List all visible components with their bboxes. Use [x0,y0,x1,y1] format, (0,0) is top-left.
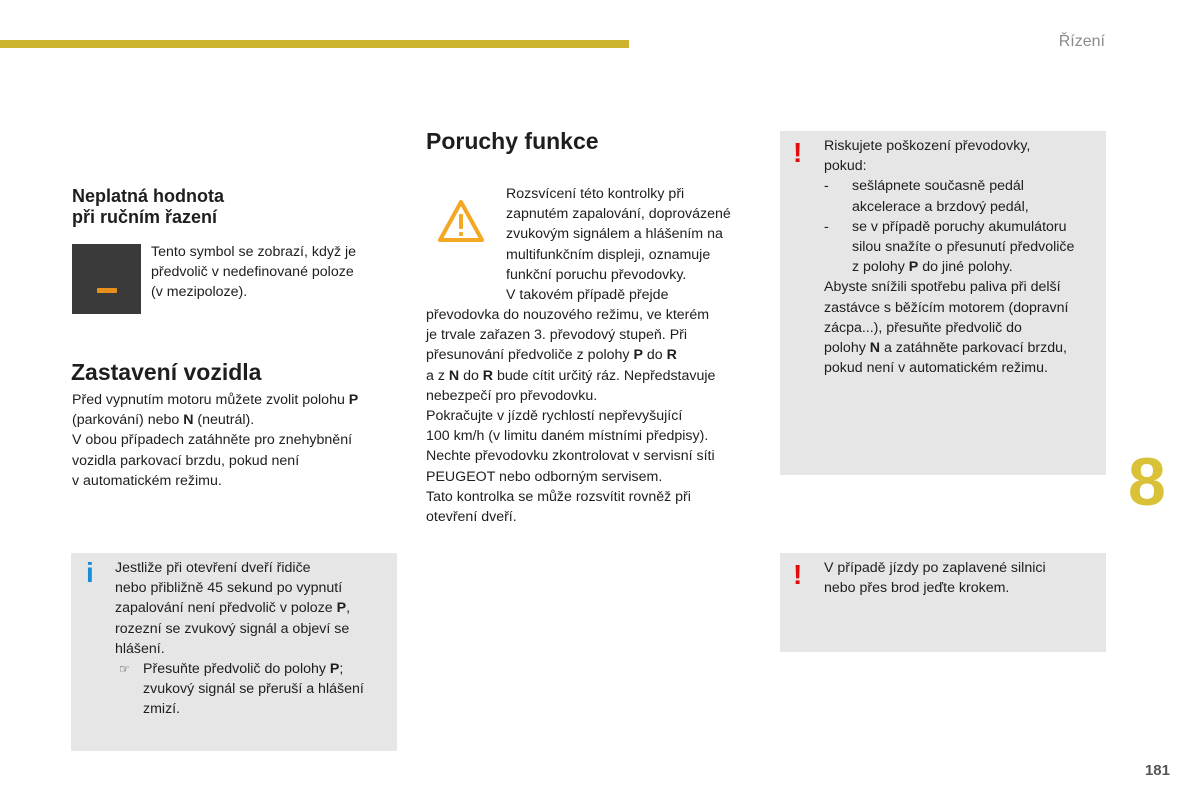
warning-1-text: Riskujete poškození převodovky, pokud: - sešlápnete současně pedál akcelerace a brzdový pedál, - se v případě poruchy akumulátoru silou snažíte o přesunutí předvoliče z polohy P do jiné polohy. Abyste snížili spotřebu paliva při delší zastávce s běžícím motorem (dopravní zácpa...), přesuňte předvolič do polohy N a zatáhněte parkovací brzdu, pokud není v automatickém režimu. [824,136,1104,378]
info-icon: i [86,557,94,588]
amber-dash-icon [97,288,117,293]
section-title: Řízení [1058,33,1105,50]
pointing-hand-icon: ☞ [119,662,130,677]
poruchy-heading: Poruchy funkce [426,128,599,154]
info-panel [71,553,397,751]
exclamation-icon: ! [793,559,803,590]
warning-panel-2 [780,553,1106,652]
list-item: - sešlápnete současně pedál akcelerace a brzdový pedál, [824,178,1029,215]
info-text: Jestliže při otevření dveří řidiče nebo přibližně 45 sekund po vypnutí zapalování není předvolič v poloze P, rozezní se zvukový signál a objeví se hlášení. ☞ Přesuňte předvolič do polohy P; zvukový signál se přeruší a hlášení zmizí. [115,558,390,720]
page-number: 181 [1144,762,1170,779]
warning-panel-1 [780,131,1106,475]
exclamation-icon: ! [793,137,803,168]
neplatna-heading: Neplatná hodnota při ručním řazení [72,186,224,227]
warning-triangle-icon [437,198,485,244]
info-step: ☞ Přesuňte předvolič do polohy P; zvukový signál se přeruší a hlášení zmizí. [119,661,364,718]
list-item: - se v případě poruchy akumulátoru silou snažíte o přesunutí předvoliče z polohy P do jiné polohy. [824,218,1075,276]
warning-2-text: V případě jízdy po zaplavené silnici nebo přes brod jeďte krokem. [824,560,1046,597]
poruchy-icon-text: Rozsvícení této kontrolky při zapnutém zapalování, doprovázené zvukovým signálem a hlášením na multifunkčním displeji, oznamuje funkční poruchu převodovky. V takovém případě přejde [506,186,731,304]
poruchy-text: převodovka do nouzového režimu, ve kterém je trvale zařazen 3. převodový stupeň. Při přesunování předvoliče z polohy P do R a z N do R bude cítit určitý ráz. Nepředstavuje nebezpečí pro převodovku. Pokračujte v jízdě rychlostí nepřevyšující 100 km/h (v limitu daném místními předpisy). Nechte převodovku zkontrolovat v servisní síti PEUGEOT nebo odborným servisem. Tato kontrolka se může rozsvítit rovněž při otevření dveří. [426,307,716,526]
chapter-number: 8 [1128,444,1166,520]
header-accent-bar [0,40,629,48]
invalid-position-symbol-icon [72,244,141,314]
neplatna-text: Tento symbol se zobrazí, když je předvolič v nedefinované poloze (v mezipoloze). [151,244,357,301]
zastaveni-text: Před vypnutím motoru můžete zvolit polohu P (parkování) nebo N (neutrál). V obou případech zatáhněte pro znehybnění vozidla parkovací brzdu, pokud není v automatickém režimu. [72,392,359,489]
zastaveni-heading: Zastavení vozidla [71,359,262,385]
